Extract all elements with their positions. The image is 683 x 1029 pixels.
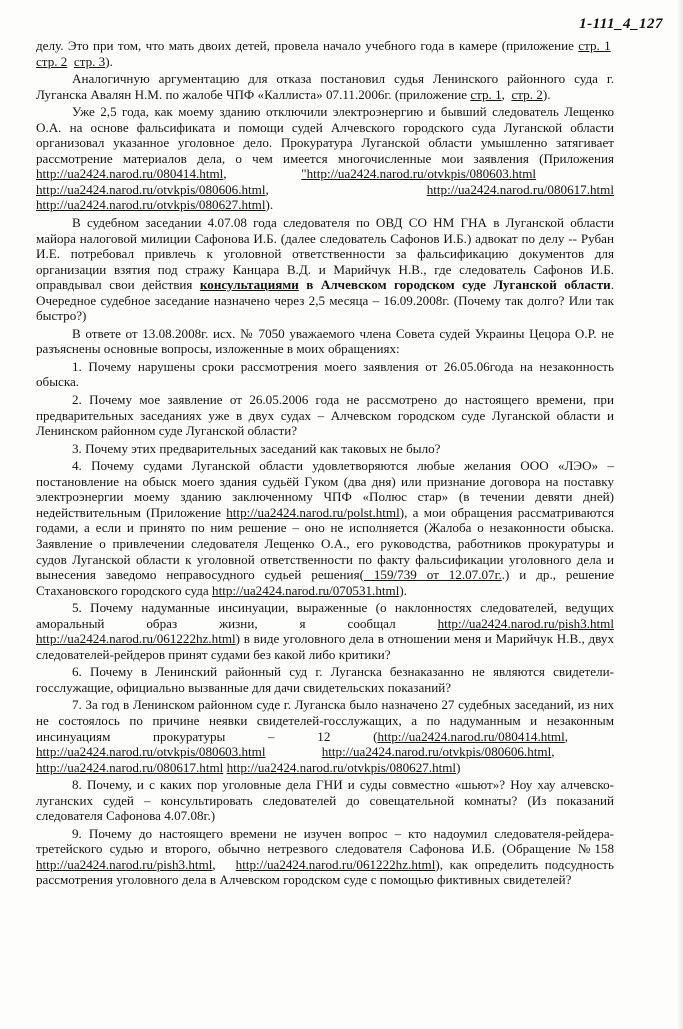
scan-edge-shadow bbox=[677, 0, 683, 1029]
emphasis-text: в Алчевском городском суде Луганской области bbox=[298, 277, 611, 293]
question-5 bbox=[36, 600, 614, 662]
appendix-link[interactable]: http://ua2424.narod.ru/polst.html bbox=[226, 504, 400, 520]
question-6: 6. Почему в Ленинский районный суд г. Луганска безнаказанно не являются свидетели-госслужащие, официально вызванные для дачи свидетельских показаний? bbox=[36, 664, 614, 695]
question-8: 8. Почему, и с каких пор уголовные дела ГНИ и суды совместно «шьют»? Ноу хау алчевско-луганских судей – консультировать следователей до совещательной комнаты? (Из показаний следователя Сафонова 4.07.08г.) bbox=[36, 777, 614, 824]
paragraph-text: .) и др., решение Стахановского городского суда bbox=[36, 567, 615, 598]
appendix-link[interactable]: http://ua2424.narod.ru/pish3.html bbox=[437, 615, 614, 631]
paragraph-text: Аналогичную аргументацию для отказа постановил судья Ленинского районного суда г. Луганска Авалян Н.М. по жалобе ЧПФ «Каллиста» 07.11.2006г. (приложение bbox=[36, 71, 614, 102]
paragraph-text: ). bbox=[265, 197, 274, 213]
question-2: 2. Почему мое заявление от 26.05.2006 года не рассмотрено до настоящего времени, при предварительных заседаниях уже в двух судах – Алчевском городском суде Луганской области и Ленинском районном суде Луганской области? bbox=[36, 392, 614, 439]
paragraph-text: ) bbox=[456, 759, 461, 775]
appendix-link[interactable]: http://ua2424.narod.ru/pish3.html bbox=[36, 856, 213, 872]
paragraph-text: 9. Почему до настоящего времени не изучен вопрос – кто надоумил следователя-рейдера-третейского судью и второго, обычно нетрезвого следователя Сафонова И.Б. (Обращение №158 bbox=[36, 825, 614, 857]
paragraph-text: 4. Почему судами Луганской области удовлетворяются любые желания ООО «ЛЭО» – постановление на обыск моего здания судьёй Гуком (два дня) или признание договора на поставку электроэнергии моему зданию заключенному ЧПФ «Полюс стар» (в течении девяти дней) недействительным (Приложение bbox=[36, 458, 614, 520]
paragraph-text: Уже 2,5 года, как моему зданию отключили электроэнергию и бывший следователь Лещенко О.А. на основе фальсификата и помощи судей Алчевского городского суда Луганской области организовал указанное уголовное дело. Прокуратура Луганской области умышленно затягивает рассмотрение материалов дела, о чем имеется многочисленные мои заявления (Приложения bbox=[36, 104, 614, 166]
appendix-link[interactable]: http://ua2424.narod.ru/061222hz.html bbox=[36, 631, 236, 647]
question-3: 3. Почему этих предварительных заседаний как таковых не было? bbox=[72, 440, 441, 456]
paragraph-text: . Очередное судебное заседание назначено через 2,5 месяца – 16.09.2008г. (Почему так долго? Или так быстро?) bbox=[36, 277, 614, 324]
appendix-link[interactable]: "http://ua2424.narod.ru/otvkpis/080603.html bbox=[301, 166, 537, 182]
paragraph-reply: В ответе от 13.08.2008г. исх. № 7050 уважаемого члена Совета судей Украины Цецора О.Р. не разъяснены основные вопросы, изложенные в моих обращениях: bbox=[36, 325, 614, 357]
appendix-link[interactable]: http://ua2424.narod.ru/otvkpis/080603.html bbox=[36, 744, 266, 760]
question-4 bbox=[36, 458, 614, 598]
paragraph-text: ) в виде уголовного дела в отношении меня и Марийчук Н.В., двух следователей-рейдеров принят судами без какой либо критики? bbox=[36, 631, 614, 662]
appendix-link[interactable]: http://ua2424.narod.ru/otvkpis/080606.html bbox=[321, 744, 552, 760]
appendix-link[interactable]: http://ua2424.narod.ru/061222hz.html bbox=[235, 856, 436, 872]
emphasis-text: консультациями bbox=[199, 277, 299, 293]
appendix-link[interactable]: http://ua2424.narod.ru/080617.html bbox=[36, 759, 224, 775]
paragraph-electricity: Уже 2,5 года, как моему зданию отключили электроэнергию и бывший следователь Лещенко О.А. на основе фальсификата и помощи судей Алчевского городского суда Луганской области организовал указанное уголовное дело. Прокуратура Луганской области умышленно затягивает рассмотрение материалов дела, о чем имеется многочисленные мои заявления (Приложения http://ua2424.narod.ru/080414.html, "http://ua2424.narod.ru/otvkpis/080603.html http://ua2424.narod.ru/otvkpis/080606.html, http://ua2424.narod.ru/080617.html http://ua2424.narod.ru/otvkpis/080627.html). bbox=[36, 104, 614, 213]
appendix-link[interactable]: стр. 1 bbox=[578, 38, 611, 53]
paragraph-text: 5. Почему надуманные инсинуации, выраженные (о наклонностях следователей, ведущих аморальный образ жизни, я сообщал bbox=[36, 600, 614, 631]
paragraph-avalyan: Аналогичную аргументацию для отказа постановил судья Ленинского районного суда г. Луганска Авалян Н.М. по жалобе ЧПФ «Каллиста» 07.11.2006г. (приложение стр. 1, стр. 2). bbox=[36, 71, 614, 102]
appendix-link[interactable]: http://ua2424.narod.ru/otvkpis/080627.html bbox=[36, 197, 266, 213]
paragraph-text: ). bbox=[542, 86, 551, 102]
question-7: 7. За год в Ленинском районном суде г. Луганска было назначено 27 судебных заседаний, из них не состоялось по причине неявки свидетелей-госслужащих, а по надуманным и незаконным инсинуациям прокуратуры – 12 (http://ua2424.narod.ru/080414.html, http://ua2424.narod.ru/otvkpis/080603.html http://ua2424.narod.ru/otvkpis/080606.html, http://ua2424.narod.ru/080617.html http://ua2424.narod.ru/otvkpis/080627.html) bbox=[36, 697, 614, 775]
paragraph-text: 7. За год в Ленинском районном суде г. Луганска было назначено 27 судебных заседаний, из них не состоялось по причине неявки свидетелей-госслужащих, а по надуманным и незаконным инсинуациям прокуратуры – 12 ( bbox=[36, 697, 614, 744]
paragraph-text: В судебном заседании 4.07.08 года следователя по ОВД СО НМ ГНА в Луганской области майора налоговой милиции Сафонова И.Б. (далее следователь Сафонов И.Б.) адвокат по делу -- Рубан И.Е. потребовал привлечь к уголовной ответственности за фальсификацию документов для организации взятия под стражу Канцара В.Д. и Марийчук Н.В., где следователь Сафонов И.Б. оправдывал свои действия bbox=[36, 215, 614, 293]
document-body bbox=[36, 38, 614, 890]
document-stamp: 1-111_4_127 bbox=[579, 16, 663, 32]
appendix-link[interactable]: стр. 3 bbox=[73, 53, 106, 69]
paragraph-continuation bbox=[36, 38, 614, 69]
paragraph-text: ). bbox=[399, 582, 407, 598]
appendix-link[interactable]: http://ua2424.narod.ru/otvkpis/080627.html bbox=[226, 759, 457, 775]
appendix-link[interactable]: http://ua2424.narod.ru/080414.html bbox=[36, 166, 224, 182]
appendix-link[interactable]: 159/739 от 12.07.07г. bbox=[363, 567, 502, 583]
appendix-link[interactable]: стр. 1 bbox=[470, 86, 502, 102]
appendix-link[interactable]: стр. 2 bbox=[36, 53, 68, 69]
paragraph-text: ). bbox=[105, 53, 113, 69]
appendix-link[interactable]: http://ua2424.narod.ru/080617.html bbox=[426, 181, 614, 197]
paragraph-text: ), как определить подсудность рассмотрения уголовного дела в Алчевском городском суде с помощью фиктивных свидетелей? bbox=[36, 856, 614, 888]
appendix-link[interactable]: стр. 2 bbox=[511, 86, 543, 102]
paragraph-court-session bbox=[36, 215, 614, 324]
appendix-link[interactable]: http://ua2424.narod.ru/otvkpis/080606.html bbox=[36, 181, 266, 197]
question-9: 9. Почему до настоящего времени не изучен вопрос – кто надоумил следователя-рейдера-третейского судью и второго, обычно нетрезвого следователя Сафонова И.Б. (Обращение №158 http://ua2424.narod.ru/pish3.html, http://ua2424.narod.ru/061222hz.html), как определить подсудность рассмотрения уголовного дела в Алчевском городском суде с помощью фиктивных свидетелей? bbox=[36, 825, 614, 888]
paragraph-text: делу. Это при том, что мать двоих детей, провела начало учебного года в камере (приложение bbox=[36, 38, 579, 53]
appendix-link[interactable]: http://ua2424.narod.ru/070531.html bbox=[212, 582, 400, 598]
appendix-link[interactable]: http://ua2424.narod.ru/080414.html bbox=[377, 728, 565, 744]
question-1: 1. Почему нарушены сроки рассмотрения моего заявления от 26.05.06года на незаконность обыска. bbox=[36, 358, 614, 390]
paragraph-text: ), а мои обращения рассматриваются годами, а если и принято по ним решение – оно не исполняется (Жалоба о незаконности обыска. Заявление о привлечении следователя Лещенко О.А., его руководства, работников прокуратуры и судов Луганской области к уголовной ответственности по факту фальсификации уголовного дела и вынесения заведомо неправосудного судьей решения( bbox=[36, 504, 614, 583]
